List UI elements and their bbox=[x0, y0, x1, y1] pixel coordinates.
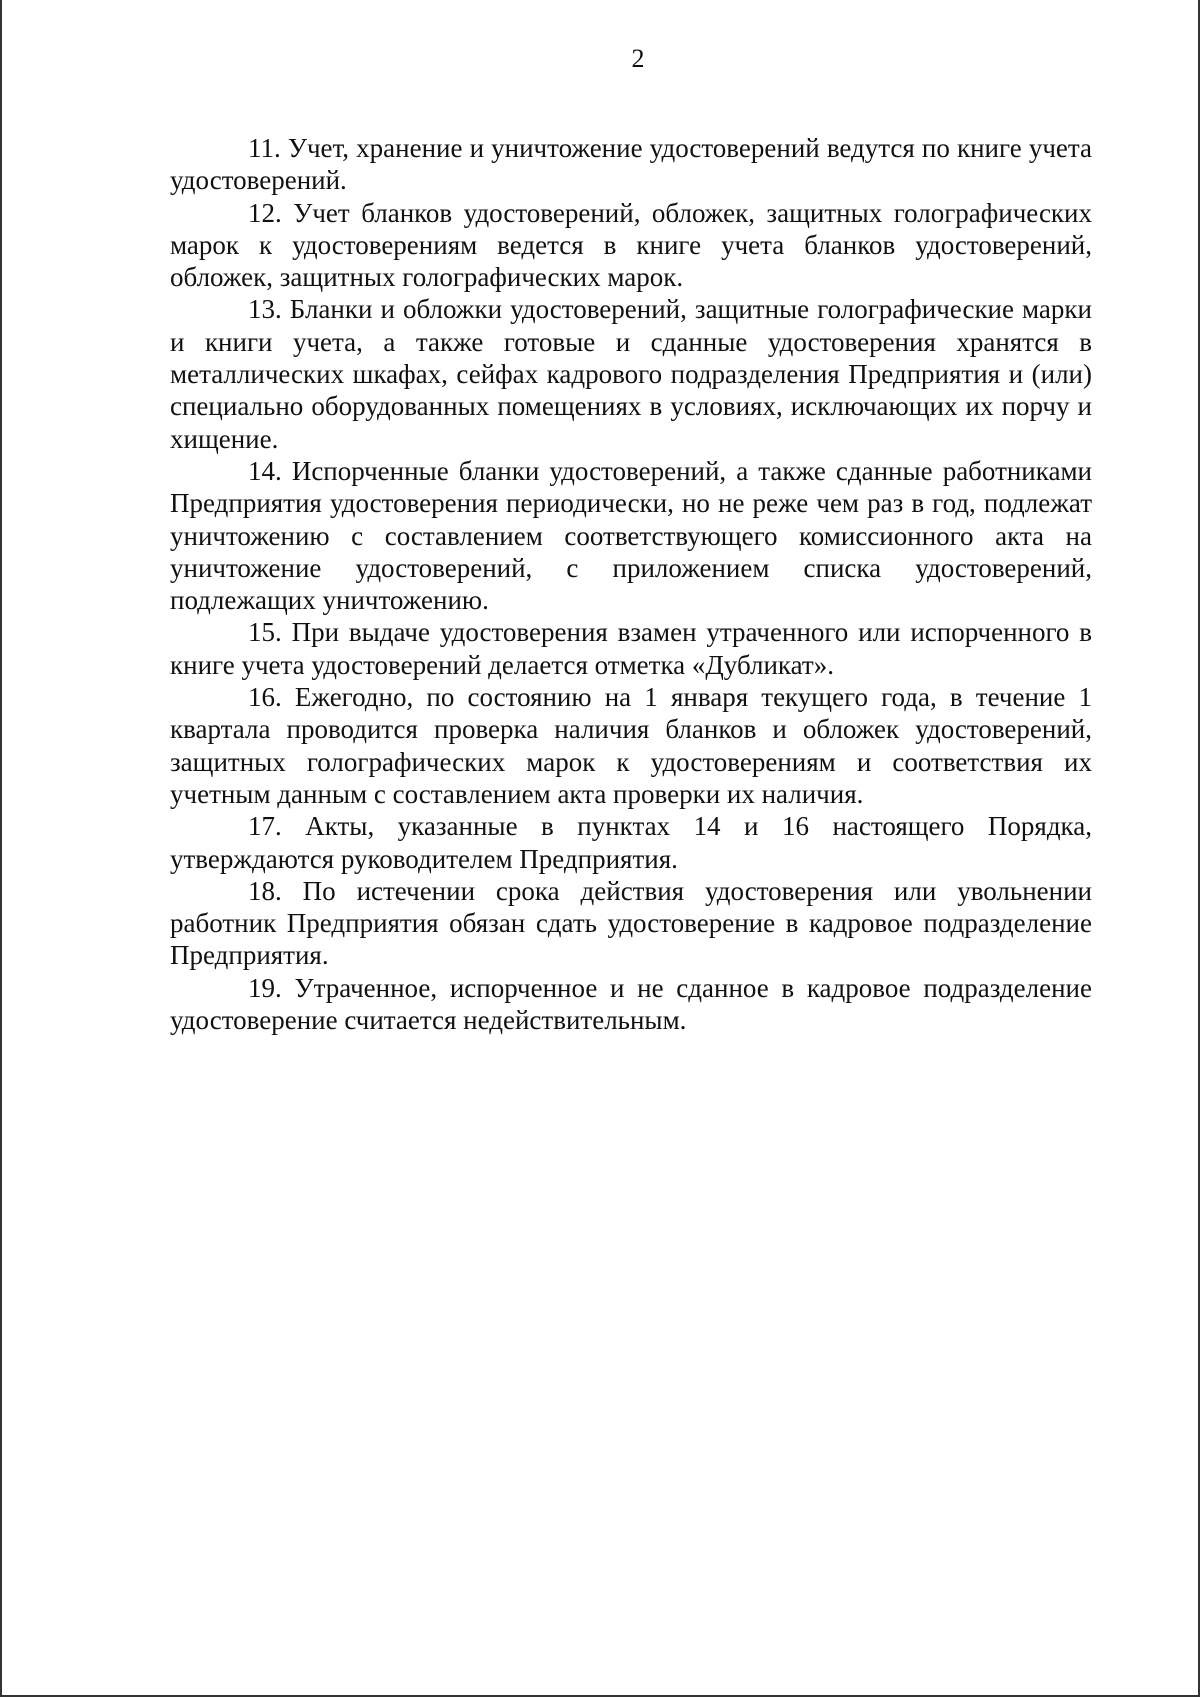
paragraph-19: 19. Утраченное, испорченное и не сданное в кадровое подразделение удостоверение считается недействительным. bbox=[170, 972, 1092, 1036]
page-number: 2 bbox=[631, 44, 645, 73]
paragraph-12: 12. Учет бланков удостоверений, обложек, защитных голографических марок к удостоверениям ведется в книге учета бланков удостоверений, обложек, защитных голографических марок. bbox=[170, 197, 1092, 293]
scan-edge-left bbox=[0, 0, 2, 1697]
paragraph-14: 14. Испорченные бланки удостоверений, а также сданные работниками Предприятия удостоверения периодически, но не реже чем раз в год, подлежат уничтожению с составлением соответствующего комиссионного акта на уничтожение удостоверений, с приложением списка удостоверений, подлежащих уничтожению. bbox=[170, 455, 1092, 616]
paragraph-16: 16. Ежегодно, по состоянию на 1 января текущего года, в течение 1 квартала проводится проверка наличия бланков и обложек удостоверений, защитных голографических марок к удостоверениям и соответствия их учетным данным с составлением акта проверки их наличия. bbox=[170, 682, 1092, 809]
document-body bbox=[170, 132, 1092, 1036]
paragraph-15: 15. При выдаче удостоверения взамен утраченного или испорченного в книге учета удостоверений делается отметка «Дубликат». bbox=[170, 617, 1092, 680]
paragraph-13: 13. Бланки и обложки удостоверений, защитные голографические марки и книги учета, а также готовые и сданные удостоверения хранятся в металлических шкафах, сейфах кадрового подразделения Предприятия и (или) специально оборудованных помещениях в условиях, исключающих их порчу и хищение. bbox=[170, 294, 1092, 454]
paragraph-18: 18. По истечении срока действия удостоверения или увольнении работник Предприятия обязан сдать удостоверение в кадровое подразделение Предприятия. bbox=[170, 875, 1092, 971]
paragraph-11: 11. Учет, хранение и уничтожение удостоверений ведутся по книге учета удостоверений. bbox=[170, 133, 1092, 196]
paragraph-17: 17. Акты, указанные в пунктах 14 и 16 настоящего Порядка, утверждаются руководителем Предприятия. bbox=[170, 811, 1092, 874]
